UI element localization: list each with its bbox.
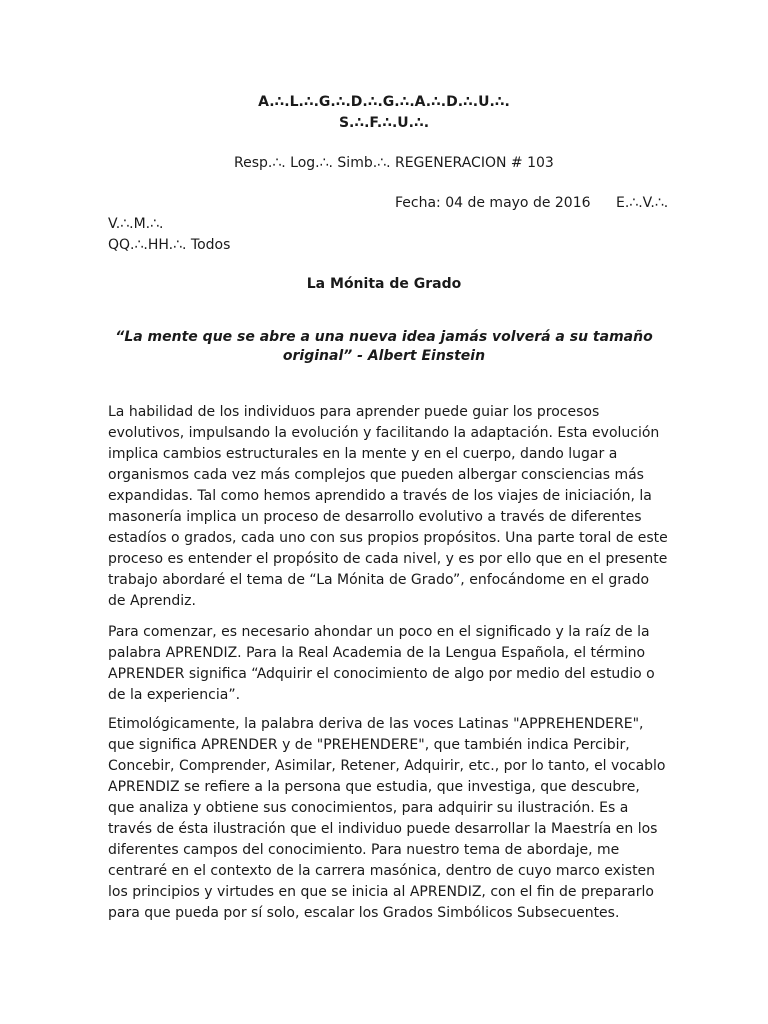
paragraph-line: implica cambios estructurales en la mente y en el cuerpo, dando lugar a: [108, 446, 618, 462]
era-mark: E.∴.V.∴.: [616, 195, 669, 211]
salutation-qq: QQ.∴.HH.∴. Todos: [108, 237, 231, 253]
salutation-vm: V.∴.M.∴.: [108, 216, 164, 232]
lodge-name: Resp.∴. Log.∴. Simb.∴. REGENERACION # 103: [234, 155, 554, 171]
paragraph-line: palabra APRENDIZ. Para la Real Academia de la Lengua Española, el término: [108, 645, 646, 661]
paragraph-1: [108, 402, 668, 612]
paragraph-line: estadíos o grados, cada uno con sus propios propósitos. Una parte toral de este: [108, 530, 668, 546]
paragraph-line: diferentes campos del conocimiento. Para nuestro tema de abordaje, me: [108, 842, 620, 858]
paragraph-line: Para comenzar, es necesario ahondar un poco en el significado y la raíz de la: [108, 624, 650, 640]
paragraph-line: que significa APRENDER y de "PREHENDERE", que también indica Percibir,: [108, 737, 630, 753]
paragraph-line: de la experiencia”.: [108, 687, 241, 703]
paragraph-line: APRENDIZ se refiere a la persona que estudia, que investiga, que descubre,: [108, 779, 640, 795]
paragraph-line: evolutivos, impulsando la evolución y facilitando la adaptación. Esta evolución: [108, 425, 660, 441]
paragraph-line: través de ésta ilustración que el individuo puede desarrollar la Maestría en los: [108, 821, 658, 837]
epigraph-quote: “La mente que se abre a una nueva idea jamás volverá a su tamaño original” - Albert Einstein: [115, 329, 653, 364]
paragraph-line: centraré en el contexto de la carrera masónica, dentro de cuyo marco existen: [108, 863, 656, 879]
paragraph-line: La habilidad de los individuos para aprender puede guiar los procesos: [108, 404, 600, 420]
paragraph-line: proceso es entender el propósito de cada nivel, y es por ello que en el presente: [108, 551, 668, 567]
paragraph-line: los principios y virtudes en que se inicia al APRENDIZ, con el fin de prepararlo: [108, 884, 654, 900]
paragraph-line: Concebir, Comprender, Asimilar, Retener, Adquirir, etc., por lo tanto, el vocablo: [108, 758, 666, 774]
paragraph-line: APRENDER significa “Adquirir el conocimiento de algo por medio del estudio o: [108, 666, 655, 682]
paragraph-line: expandidas. Tal como hemos aprendido a través de los viajes de iniciación, la: [108, 488, 652, 504]
paragraph-3: [108, 714, 668, 924]
paragraph-line: organismos cada vez más complejos que pueden albergar consciencias más: [108, 467, 644, 483]
paragraph-line: para que pueda por sí solo, escalar los Grados Simbólicos Subsecuentes.: [108, 905, 620, 921]
header-line-2: S.∴.F.∴.U.∴.: [338, 115, 430, 131]
header-line-1: A.∴.L.∴.G.∴.D.∴.G.∴.A.∴.D.∴.U.∴.: [258, 94, 510, 110]
paragraph-line: trabajo abordaré el tema de “La Mónita de Grado”, enfocándome en el grado: [108, 572, 650, 588]
paragraph-line: Etimológicamente, la palabra deriva de las voces Latinas "APPREHENDERE",: [108, 716, 644, 732]
paragraph-line: masonería implica un proceso de desarrollo evolutivo a través de diferentes: [108, 509, 642, 525]
date-line: Fecha: 04 de mayo de 2016: [395, 195, 591, 211]
document-title: La Mónita de Grado: [306, 276, 462, 292]
paragraph-line: de Aprendiz.: [108, 593, 196, 609]
paragraph-2: [108, 622, 668, 706]
paragraph-line: que analiza y obtiene sus conocimientos, para adquirir su ilustración. Es a: [108, 800, 629, 816]
